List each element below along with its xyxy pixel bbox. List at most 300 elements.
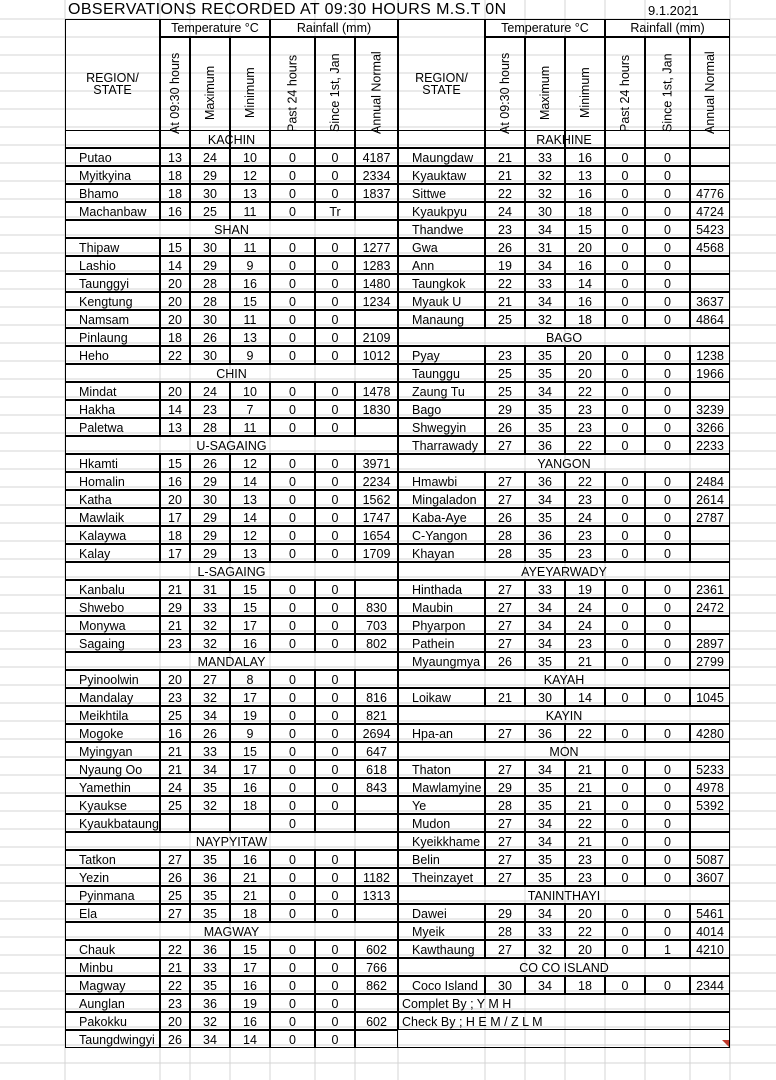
left-station-name: Monywa: [65, 616, 160, 634]
right-station-min-value: 14: [565, 688, 605, 706]
right-station-min-value: 23: [565, 850, 605, 868]
right-station-jan-value: 0: [645, 346, 690, 364]
left-station-p24-value: 0: [270, 382, 315, 400]
left-station-p24-value: 0: [270, 796, 315, 814]
right-station-max-value: 35: [525, 508, 565, 526]
right-station-ann-value: [690, 526, 730, 544]
right-station-min-value: 22: [565, 382, 605, 400]
right-station-name: Shwegyin: [398, 418, 485, 436]
right-station-p24-value: 0: [605, 238, 645, 256]
left-station-jan-value: 0: [315, 580, 355, 598]
left-station-name: Magway: [65, 976, 160, 994]
left-station-name: Yamethin: [65, 778, 160, 796]
left-station-ann-value: 2234: [355, 472, 398, 490]
left-station-t-value: 13: [160, 418, 190, 436]
left-station-max-value: 34: [190, 706, 230, 724]
right-station-ann-value: 2361: [690, 580, 730, 598]
right-station-min-value: 13: [565, 166, 605, 184]
left-station-max-value: 30: [190, 238, 230, 256]
right-station-t-value: 19: [485, 256, 525, 274]
right-station-min-value: 21: [565, 652, 605, 670]
right-station-max-value: 35: [525, 778, 565, 796]
right-station-max-value: 35: [525, 544, 565, 562]
left-station-jan-value: 0: [315, 868, 355, 886]
right-station-t-value: 25: [485, 382, 525, 400]
left-station-jan-value: 0: [315, 634, 355, 652]
left-since-1st-jan-header: Since 1st, Jan: [315, 37, 355, 149]
right-station-min-value: 24: [565, 598, 605, 616]
right-station-jan-value: 0: [645, 634, 690, 652]
right-station-p24-value: 0: [605, 634, 645, 652]
right-station-ann-value: 3637: [690, 292, 730, 310]
left-station-max-value: 26: [190, 454, 230, 472]
left-station-max-value: [190, 814, 230, 832]
left-station-name: Sagaing: [65, 634, 160, 652]
right-station-jan-value: 0: [645, 688, 690, 706]
right-station-min-value: 21: [565, 832, 605, 850]
right-station-max-value: 34: [525, 598, 565, 616]
right-region-heading: BAGO: [398, 328, 730, 346]
right-station-ann-value: [690, 166, 730, 184]
right-station-jan-value: 0: [645, 904, 690, 922]
right-station-t-value: 29: [485, 778, 525, 796]
left-station-name: Meikhtila: [65, 706, 160, 724]
left-station-jan-value: 0: [315, 724, 355, 742]
right-station-p24-value: 0: [605, 184, 645, 202]
right-since-1st-jan-header: Since 1st, Jan: [645, 37, 690, 149]
right-station-min-value: 23: [565, 418, 605, 436]
left-station-t-value: 20: [160, 670, 190, 688]
left-station-name: Hakha: [65, 400, 160, 418]
right-station-max-value: 35: [525, 364, 565, 382]
left-station-name: Kanbalu: [65, 580, 160, 598]
left-station-jan-value: 0: [315, 886, 355, 904]
left-station-t-value: 22: [160, 976, 190, 994]
left-station-max-value: 24: [190, 148, 230, 166]
right-station-ann-value: 2787: [690, 508, 730, 526]
left-station-p24-value: 0: [270, 994, 315, 1012]
right-station-p24-value: 0: [605, 382, 645, 400]
left-station-ann-value: 1709: [355, 544, 398, 562]
right-station-t-value: 29: [485, 904, 525, 922]
right-station-name: Kyeikkhame: [398, 832, 485, 850]
right-station-jan-value: 0: [645, 832, 690, 850]
right-station-max-value: 34: [525, 814, 565, 832]
left-annual-normal-header: Annual Normal: [355, 37, 398, 149]
right-station-jan-value: 0: [645, 796, 690, 814]
left-station-name: Pakokku: [65, 1012, 160, 1030]
left-station-min-value: 11: [230, 418, 270, 436]
left-station-max-value: 32: [190, 688, 230, 706]
left-station-jan-value: 0: [315, 904, 355, 922]
left-station-min-value: 16: [230, 850, 270, 868]
right-station-name: Sittwe: [398, 184, 485, 202]
right-station-max-value: 33: [525, 148, 565, 166]
right-station-ann-value: 2472: [690, 598, 730, 616]
right-station-name: Kyauktaw: [398, 166, 485, 184]
right-station-max-value: 34: [525, 904, 565, 922]
right-station-max-value: 34: [525, 760, 565, 778]
left-station-ann-value: 830: [355, 598, 398, 616]
right-station-name: Mawlamyine: [398, 778, 485, 796]
right-station-min-value: 23: [565, 868, 605, 886]
left-station-t-value: 17: [160, 544, 190, 562]
left-station-max-value: 27: [190, 670, 230, 688]
left-station-p24-value: 0: [270, 166, 315, 184]
left-station-ann-value: [355, 1030, 398, 1048]
left-station-t-value: 14: [160, 400, 190, 418]
left-station-name: Machanbaw: [65, 202, 160, 220]
left-station-max-value: 29: [190, 508, 230, 526]
left-station-p24-value: 0: [270, 850, 315, 868]
left-station-min-value: 15: [230, 940, 270, 958]
left-station-p24-value: 0: [270, 544, 315, 562]
right-station-t-value: 27: [485, 724, 525, 742]
left-station-t-value: 29: [160, 598, 190, 616]
left-station-max-value: 31: [190, 580, 230, 598]
right-station-min-value: 16: [565, 184, 605, 202]
left-at-0930-hours-header: At 09:30 hours: [160, 37, 190, 149]
left-station-max-value: 35: [190, 778, 230, 796]
right-station-min-value: 22: [565, 724, 605, 742]
left-station-jan-value: 0: [315, 256, 355, 274]
right-station-p24-value: 0: [605, 796, 645, 814]
left-station-max-value: 33: [190, 742, 230, 760]
right-station-max-value: 32: [525, 310, 565, 328]
right-station-p24-value: 0: [605, 688, 645, 706]
left-station-max-value: 33: [190, 958, 230, 976]
right-station-ann-value: 1966: [690, 364, 730, 382]
right-station-ann-value: 2897: [690, 634, 730, 652]
right-station-ann-value: 5423: [690, 220, 730, 238]
left-station-name: Kyaukse: [65, 796, 160, 814]
left-station-t-value: 18: [160, 328, 190, 346]
left-station-min-value: 17: [230, 688, 270, 706]
left-station-p24-value: 0: [270, 904, 315, 922]
left-station-max-value: 36: [190, 940, 230, 958]
right-station-jan-value: 0: [645, 382, 690, 400]
left-station-max-value: 28: [190, 418, 230, 436]
right-station-ann-value: 2484: [690, 472, 730, 490]
left-station-t-value: [160, 814, 190, 832]
left-station-jan-value: 0: [315, 454, 355, 472]
right-station-p24-value: 0: [605, 760, 645, 778]
left-station-p24-value: 0: [270, 328, 315, 346]
left-station-min-value: 21: [230, 886, 270, 904]
right-station-min-value: 23: [565, 400, 605, 418]
left-station-ann-value: [355, 904, 398, 922]
left-station-max-value: 33: [190, 598, 230, 616]
left-station-name: Heho: [65, 346, 160, 364]
right-station-name: Pathein: [398, 634, 485, 652]
left-station-ann-value: [355, 202, 398, 220]
right-station-max-value: 30: [525, 202, 565, 220]
right-station-jan-value: 0: [645, 760, 690, 778]
left-station-jan-value: Tr: [315, 202, 355, 220]
left-station-max-value: 29: [190, 544, 230, 562]
left-station-name: Kengtung: [65, 292, 160, 310]
right-station-name: Myaungmya: [398, 652, 485, 670]
right-station-max-value: 36: [525, 724, 565, 742]
right-station-max-value: 36: [525, 526, 565, 544]
left-station-ann-value: [355, 418, 398, 436]
right-station-min-value: 16: [565, 292, 605, 310]
left-station-jan-value: 0: [315, 778, 355, 796]
right-footer-note: Check By ; H E M / Z L M: [398, 1012, 730, 1030]
left-station-ann-value: 1654: [355, 526, 398, 544]
left-station-min-value: 16: [230, 634, 270, 652]
right-station-min-value: 19: [565, 580, 605, 598]
right-station-name: Manaung: [398, 310, 485, 328]
right-station-jan-value: 0: [645, 436, 690, 454]
left-station-name: Bhamo: [65, 184, 160, 202]
right-station-ann-value: 5233: [690, 760, 730, 778]
left-station-p24-value: 0: [270, 490, 315, 508]
right-station-name: Gwa: [398, 238, 485, 256]
left-station-ann-value: 647: [355, 742, 398, 760]
right-station-name: Hinthada: [398, 580, 485, 598]
left-station-name: Yezin: [65, 868, 160, 886]
left-station-p24-value: 0: [270, 148, 315, 166]
right-station-p24-value: 0: [605, 220, 645, 238]
right-station-max-value: 35: [525, 850, 565, 868]
left-station-min-value: 13: [230, 490, 270, 508]
right-station-min-value: 16: [565, 256, 605, 274]
right-annual-normal-header: Annual Normal: [690, 37, 730, 149]
left-station-min-value: 10: [230, 148, 270, 166]
left-station-t-value: 24: [160, 778, 190, 796]
left-station-name: Mandalay: [65, 688, 160, 706]
left-station-min-value: 14: [230, 1030, 270, 1048]
left-station-t-value: 25: [160, 796, 190, 814]
left-station-ann-value: 1747: [355, 508, 398, 526]
left-station-ann-value: [355, 670, 398, 688]
right-station-t-value: 27: [485, 940, 525, 958]
right-station-ann-value: [690, 256, 730, 274]
left-station-ann-value: 1277: [355, 238, 398, 256]
right-station-t-value: 27: [485, 598, 525, 616]
right-station-max-value: 36: [525, 436, 565, 454]
left-region-heading: NAYPYITAW: [65, 832, 398, 850]
right-station-max-value: 34: [525, 832, 565, 850]
right-station-jan-value: 0: [645, 220, 690, 238]
right-station-name: Ye: [398, 796, 485, 814]
left-station-p24-value: 0: [270, 274, 315, 292]
right-station-jan-value: 0: [645, 400, 690, 418]
left-station-jan-value: 0: [315, 796, 355, 814]
left-region-heading: KACHIN: [65, 130, 398, 148]
left-station-max-value: 35: [190, 976, 230, 994]
left-station-min-value: 14: [230, 472, 270, 490]
right-station-ann-value: 4776: [690, 184, 730, 202]
left-station-p24-value: 0: [270, 346, 315, 364]
right-station-t-value: 24: [485, 202, 525, 220]
left-station-p24-value: 0: [270, 1030, 315, 1048]
right-station-t-value: 25: [485, 364, 525, 382]
left-station-name: Pinlaung: [65, 328, 160, 346]
left-station-t-value: 23: [160, 994, 190, 1012]
right-station-max-value: 34: [525, 634, 565, 652]
right-minimum-header: Minimum: [565, 37, 605, 149]
left-station-jan-value: 0: [315, 490, 355, 508]
left-station-max-value: 28: [190, 292, 230, 310]
right-station-min-value: 20: [565, 904, 605, 922]
left-station-t-value: 16: [160, 472, 190, 490]
left-station-ann-value: [355, 796, 398, 814]
left-station-max-value: 35: [190, 904, 230, 922]
left-station-max-value: 32: [190, 634, 230, 652]
left-station-jan-value: 0: [315, 670, 355, 688]
right-station-min-value: 24: [565, 508, 605, 526]
left-station-ann-value: 816: [355, 688, 398, 706]
right-station-name: Belin: [398, 850, 485, 868]
left-station-t-value: 14: [160, 256, 190, 274]
right-station-jan-value: 0: [645, 868, 690, 886]
right-station-name: Ann: [398, 256, 485, 274]
right-station-min-value: 24: [565, 616, 605, 634]
left-station-jan-value: 0: [315, 1030, 355, 1048]
left-station-p24-value: 0: [270, 670, 315, 688]
left-station-name: Minbu: [65, 958, 160, 976]
left-station-min-value: 21: [230, 868, 270, 886]
left-station-name: Tatkon: [65, 850, 160, 868]
left-station-jan-value: 0: [315, 166, 355, 184]
left-station-name: Katha: [65, 490, 160, 508]
left-station-name: Homalin: [65, 472, 160, 490]
left-station-ann-value: 618: [355, 760, 398, 778]
left-station-name: Pyinoolwin: [65, 670, 160, 688]
right-station-jan-value: 1: [645, 940, 690, 958]
right-station-ann-value: 4280: [690, 724, 730, 742]
left-station-t-value: 27: [160, 904, 190, 922]
right-station-p24-value: 0: [605, 598, 645, 616]
right-station-p24-value: 0: [605, 490, 645, 508]
left-station-max-value: 29: [190, 526, 230, 544]
left-station-t-value: 26: [160, 1030, 190, 1048]
left-station-ann-value: 1313: [355, 886, 398, 904]
right-station-jan-value: 0: [645, 490, 690, 508]
left-station-min-value: 17: [230, 958, 270, 976]
right-station-name: Theinzayet: [398, 868, 485, 886]
left-station-name: Mawlaik: [65, 508, 160, 526]
right-station-p24-value: 0: [605, 148, 645, 166]
right-maximum-header: Maximum: [525, 37, 565, 149]
right-region-heading: TANINTHAYI: [398, 886, 730, 904]
left-station-name: Lashio: [65, 256, 160, 274]
left-station-t-value: 21: [160, 760, 190, 778]
left-station-t-value: 21: [160, 742, 190, 760]
right-station-ann-value: 2344: [690, 976, 730, 994]
left-station-t-value: 26: [160, 868, 190, 886]
right-station-ann-value: 5392: [690, 796, 730, 814]
right-station-max-value: 33: [525, 922, 565, 940]
left-station-p24-value: 0: [270, 256, 315, 274]
right-station-t-value: 28: [485, 526, 525, 544]
left-station-p24-value: 0: [270, 724, 315, 742]
right-station-t-value: 26: [485, 238, 525, 256]
left-station-max-value: 32: [190, 1012, 230, 1030]
right-temperature-group-header: Temperature °C: [485, 19, 605, 37]
right-station-min-value: 23: [565, 526, 605, 544]
right-station-min-value: 22: [565, 922, 605, 940]
left-station-ann-value: 1182: [355, 868, 398, 886]
left-station-name: Kyaukbataung: [65, 814, 160, 832]
right-station-p24-value: 0: [605, 814, 645, 832]
right-station-min-value: 22: [565, 814, 605, 832]
right-station-name: Loikaw: [398, 688, 485, 706]
left-station-min-value: 11: [230, 202, 270, 220]
left-minimum-header: Minimum: [230, 37, 270, 149]
right-station-ann-value: 4568: [690, 238, 730, 256]
left-station-p24-value: 0: [270, 958, 315, 976]
right-station-max-value: 35: [525, 418, 565, 436]
right-station-name: Maungdaw: [398, 148, 485, 166]
right-region-heading: KAYIN: [398, 706, 730, 724]
right-station-min-value: 20: [565, 364, 605, 382]
left-station-jan-value: 0: [315, 400, 355, 418]
right-station-t-value: 27: [485, 634, 525, 652]
right-station-jan-value: 0: [645, 544, 690, 562]
left-region-heading: MAGWAY: [65, 922, 398, 940]
left-station-min-value: 17: [230, 616, 270, 634]
right-station-ann-value: 1045: [690, 688, 730, 706]
left-station-ann-value: 1234: [355, 292, 398, 310]
right-station-name: Myauk U: [398, 292, 485, 310]
left-station-min-value: [230, 814, 270, 832]
right-station-name: Zaung Tu: [398, 382, 485, 400]
right-station-p24-value: 0: [605, 346, 645, 364]
right-station-name: Hpa-an: [398, 724, 485, 742]
right-station-p24-value: 0: [605, 940, 645, 958]
right-station-name: Dawei: [398, 904, 485, 922]
left-station-min-value: 17: [230, 760, 270, 778]
left-station-p24-value: 0: [270, 526, 315, 544]
left-station-min-value: 13: [230, 184, 270, 202]
left-station-jan-value: 0: [315, 310, 355, 328]
left-station-jan-value: 0: [315, 238, 355, 256]
left-station-t-value: 20: [160, 490, 190, 508]
right-station-p24-value: 0: [605, 904, 645, 922]
left-station-max-value: 30: [190, 184, 230, 202]
right-region-heading: AYEYARWADY: [398, 562, 730, 580]
right-station-p24-value: 0: [605, 472, 645, 490]
left-region-heading: SHAN: [65, 220, 398, 238]
right-station-t-value: 27: [485, 436, 525, 454]
left-station-jan-value: 0: [315, 346, 355, 364]
right-station-max-value: 32: [525, 184, 565, 202]
left-station-name: Ela: [65, 904, 160, 922]
right-station-name: Kawthaung: [398, 940, 485, 958]
left-station-p24-value: 0: [270, 292, 315, 310]
left-station-ann-value: 802: [355, 634, 398, 652]
left-station-jan-value: 0: [315, 976, 355, 994]
right-station-max-value: 35: [525, 796, 565, 814]
right-station-min-value: 21: [565, 778, 605, 796]
right-station-max-value: 30: [525, 688, 565, 706]
right-station-ann-value: 3266: [690, 418, 730, 436]
right-station-ann-value: 3607: [690, 868, 730, 886]
right-station-p24-value: 0: [605, 850, 645, 868]
right-station-t-value: 27: [485, 868, 525, 886]
right-station-p24-value: 0: [605, 580, 645, 598]
right-station-t-value: 21: [485, 688, 525, 706]
right-station-min-value: 18: [565, 202, 605, 220]
left-past-24-hours-header: Past 24 hours: [270, 37, 315, 149]
left-station-jan-value: 0: [315, 688, 355, 706]
left-station-jan-value: 0: [315, 598, 355, 616]
left-station-ann-value: 1478: [355, 382, 398, 400]
right-station-p24-value: 0: [605, 868, 645, 886]
